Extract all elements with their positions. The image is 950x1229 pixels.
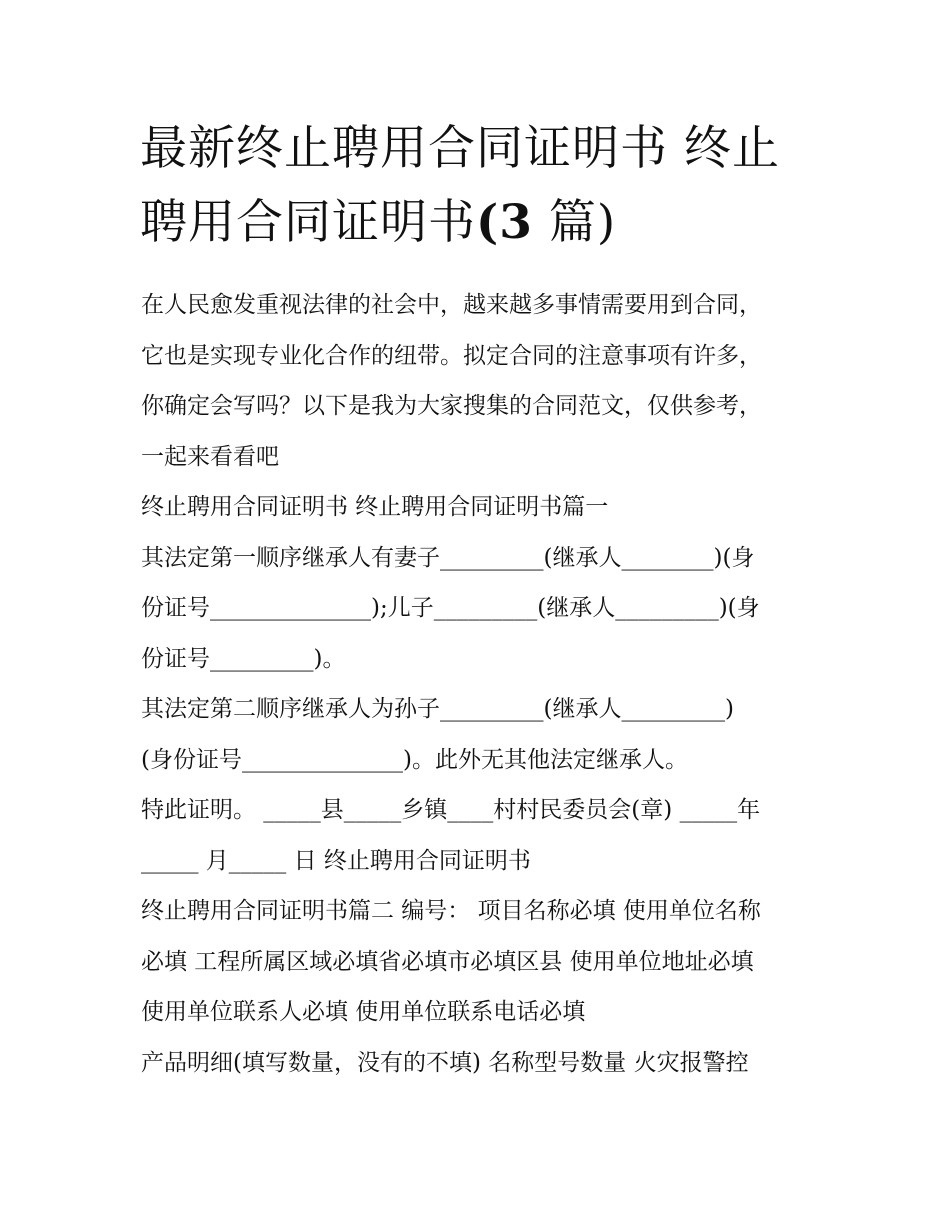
- body-line: 必填 工程所属区域必填省必填市必填区县 使用单位地址必填: [141, 948, 754, 975]
- intro-line-4: 一起来看看吧: [141, 443, 279, 470]
- intro-line-3: 你确定会写吗？以下是我为大家搜集的合同范文，仅供参考，: [141, 393, 762, 419]
- section-heading-1: 终止聘用合同证明书 终止聘用合同证明书篇一: [141, 494, 609, 520]
- body-line: 特此证明。 _____县_____乡镇____村村民委员会(章) _____年: [141, 797, 761, 823]
- intro-line-2: 它也是实现专业化合作的纽带。拟定合同的注意事项有许多，: [141, 342, 762, 369]
- body-line: (身份证号______________)。此外无其他法定继承人。: [141, 746, 688, 773]
- body-line: 使用单位联系人必填 使用单位联系电话必填: [141, 999, 586, 1025]
- title-line-1: 最新终止聘用合同证明书 终止: [140, 121, 780, 176]
- document-body: [141, 280, 821, 1088]
- body-line: _____ 月_____ 日 终止聘用合同证明书: [141, 847, 531, 874]
- body-line: 其法定第一顺序继承人有妻子_________(继承人________)(身: [141, 544, 755, 571]
- title-line-2: 聘用合同证明书(3 篇): [140, 195, 617, 250]
- section-heading-2: 终止聘用合同证明书篇二 编号： 项目名称必填 使用单位名称: [141, 898, 761, 924]
- body-line: 份证号______________);儿子_________(继承人_________)(身: [141, 595, 760, 621]
- document-title: [140, 112, 820, 260]
- body-line: 其法定第二顺序继承人为孙子_________(继承人_________): [141, 696, 734, 722]
- body-line: 份证号_________)。: [141, 645, 346, 672]
- body-line: 产品明细(填写数量，没有的不填) 名称型号数量 火灾报警控: [141, 1049, 749, 1076]
- title-count: (3: [476, 195, 533, 250]
- intro-line-1: 在人民愈发重视法律的社会中，越来越多事情需要用到合同，: [141, 292, 762, 318]
